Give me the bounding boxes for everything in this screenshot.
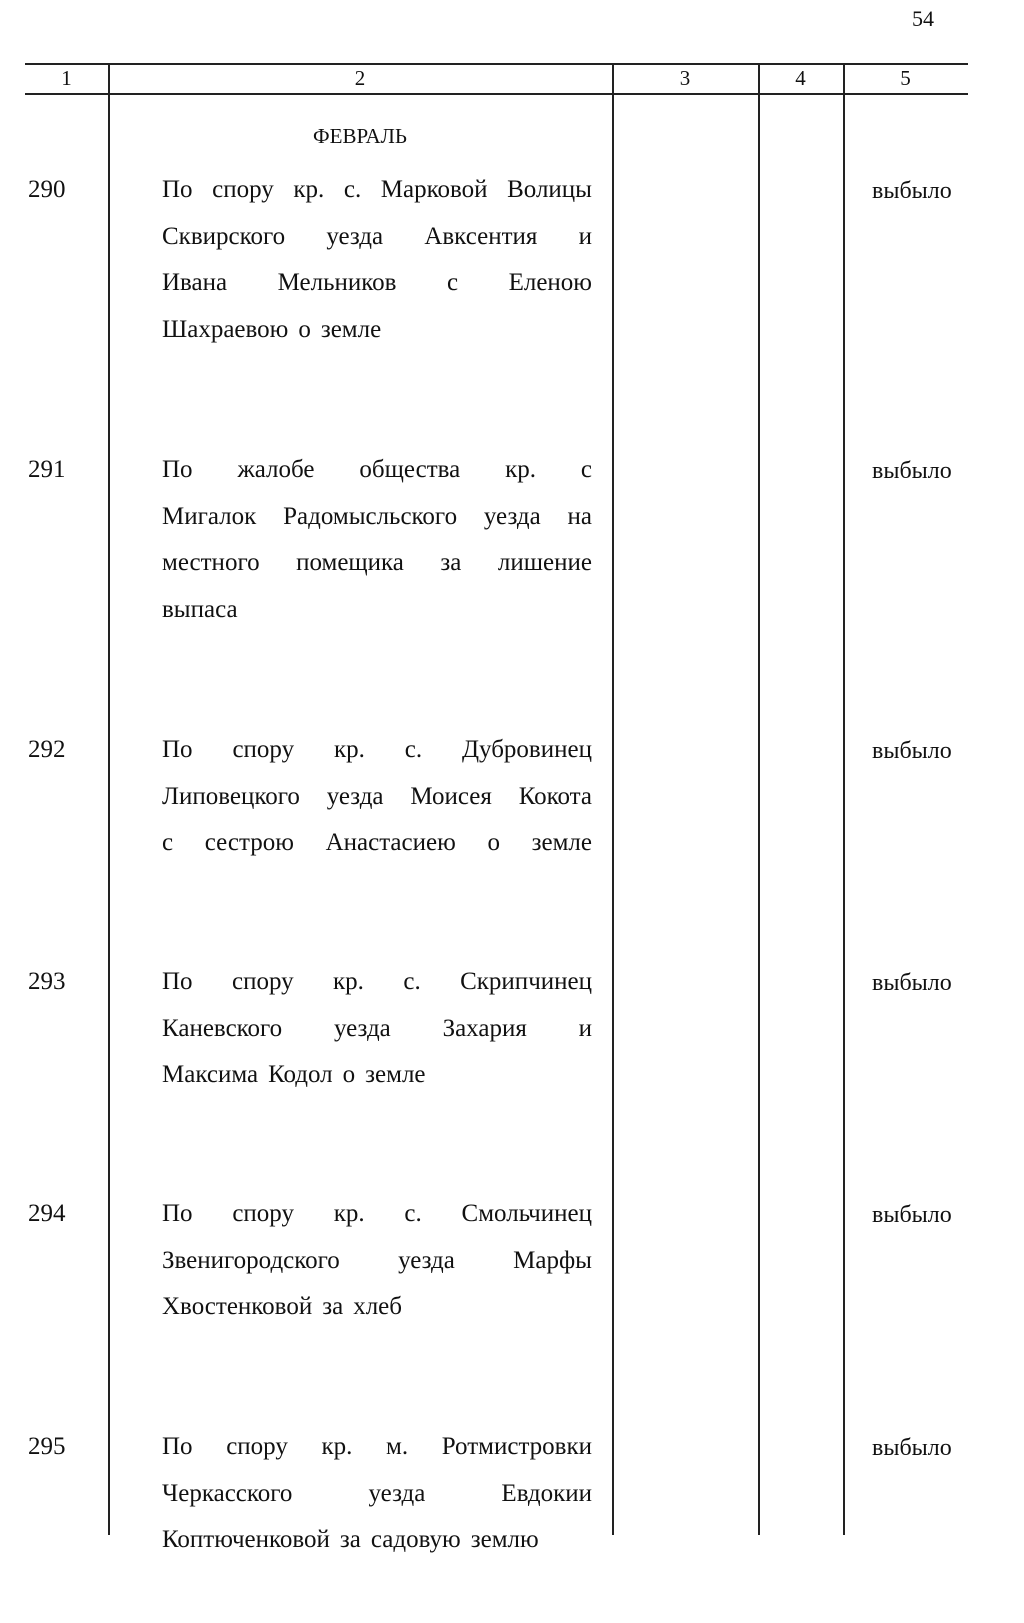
word: с. — [404, 1200, 422, 1227]
entry-description — [162, 968, 592, 1108]
word: кр. — [505, 456, 536, 483]
word: с. — [404, 736, 423, 763]
word: кр. — [321, 1433, 353, 1460]
word: землю — [470, 1526, 539, 1553]
table-top-rule — [25, 63, 968, 65]
word: за — [440, 549, 462, 576]
word: Сквирского — [162, 222, 286, 250]
word: Мельников — [277, 269, 397, 296]
word: По — [162, 968, 193, 995]
word: с. — [343, 176, 362, 203]
word: Коптюченковой — [162, 1526, 330, 1553]
word: земле — [531, 829, 592, 856]
word: земле — [320, 315, 382, 343]
entry-description — [162, 176, 592, 362]
word: спору — [212, 176, 274, 203]
word: уезда — [333, 1014, 391, 1042]
word: о — [298, 315, 311, 343]
word: Черкасского — [162, 1479, 293, 1507]
word: местного — [162, 549, 260, 576]
entry-number: 293 — [28, 968, 66, 995]
word: Захария — [442, 1014, 527, 1042]
column-header: 1 — [61, 66, 72, 90]
word: хлеб — [353, 1293, 402, 1320]
word: Радомысльского — [283, 502, 458, 530]
entry-number: 294 — [28, 1200, 66, 1227]
entry-status: выбыло — [872, 178, 952, 204]
word: уезда — [368, 1479, 426, 1507]
description-line — [162, 596, 592, 643]
description-line — [162, 1480, 592, 1527]
column-divider — [108, 63, 110, 1535]
description-line — [162, 223, 592, 270]
word: на — [567, 502, 592, 530]
word: кр. — [333, 1200, 365, 1227]
description-line — [162, 783, 592, 830]
description-line — [162, 1247, 592, 1294]
word: Дубровинец — [461, 736, 592, 763]
entry-description — [162, 1200, 592, 1340]
month-heading: ФЕВРАЛЬ — [313, 124, 407, 148]
word: Ротмистровки — [441, 1433, 592, 1460]
description-line — [162, 1526, 592, 1573]
word: Волицы — [507, 176, 592, 203]
word: Марфы — [513, 1246, 592, 1274]
word: По — [162, 736, 193, 763]
word: помещика — [296, 549, 404, 576]
word: Мигалок — [162, 502, 257, 530]
column-header: 2 — [354, 66, 366, 90]
column-divider — [758, 63, 760, 1535]
word: земле — [365, 1061, 426, 1088]
description-line — [162, 456, 592, 503]
word: с — [580, 456, 592, 483]
word: Ивана — [162, 269, 228, 296]
word: По — [162, 456, 193, 483]
entry-number: 295 — [28, 1433, 66, 1460]
word: спору — [232, 736, 295, 763]
word: спору — [231, 968, 294, 995]
word: лишение — [497, 549, 592, 576]
description-line — [162, 176, 592, 223]
word: Кокота — [518, 782, 592, 810]
word: уезда — [398, 1246, 455, 1274]
word: за — [322, 1293, 344, 1320]
description-line — [162, 1015, 592, 1062]
description-line — [162, 968, 592, 1015]
column-divider — [612, 63, 614, 1535]
word: кр. — [293, 176, 325, 203]
entry-status: выбыло — [872, 1202, 952, 1228]
entry-number: 290 — [28, 176, 66, 203]
word: Каневского — [162, 1014, 283, 1042]
word: спору — [226, 1433, 288, 1460]
word: о — [487, 829, 500, 856]
word: уезда — [326, 222, 384, 250]
entry-number: 291 — [28, 456, 66, 483]
entry-description — [162, 736, 592, 876]
entry-description — [162, 456, 592, 642]
column-header: 4 — [795, 66, 806, 90]
description-line — [162, 736, 592, 783]
word: Скрипчинец — [460, 968, 592, 995]
description-line — [162, 269, 592, 316]
word: уезда — [483, 502, 541, 530]
word: По — [162, 176, 193, 203]
word: общества — [359, 456, 461, 483]
entry-status: выбыло — [872, 458, 952, 484]
entry-status: выбыло — [872, 1435, 952, 1461]
word: и — [578, 222, 592, 250]
word: Авксентия — [424, 222, 538, 250]
word: Шахраевою — [162, 315, 289, 343]
word: кр. — [333, 736, 365, 763]
word: Марковой — [380, 176, 488, 203]
description-line — [162, 1433, 592, 1480]
word: Еленою — [508, 269, 592, 296]
word: сестрою — [204, 829, 294, 856]
description-line — [162, 1061, 592, 1108]
word: жалобе — [237, 456, 315, 483]
column-header: 5 — [900, 66, 911, 90]
word: Моисея — [410, 782, 492, 810]
entry-number: 292 — [28, 736, 66, 763]
entry-description — [162, 1433, 592, 1573]
word: м. — [386, 1433, 409, 1460]
column-divider — [843, 63, 845, 1535]
description-line — [162, 1200, 592, 1247]
word: Звенигородского — [162, 1246, 340, 1274]
description-line — [162, 1293, 592, 1340]
word: Анастасиею — [325, 829, 456, 856]
word: спору — [232, 1200, 294, 1227]
word: уезда — [326, 782, 384, 810]
word: и — [578, 1014, 592, 1042]
description-line — [162, 316, 592, 363]
word: с — [162, 829, 174, 856]
word: Евдокии — [501, 1479, 592, 1507]
word: Смольчинец — [461, 1200, 592, 1227]
word: садовую — [370, 1526, 461, 1553]
word: выпаса — [162, 595, 238, 623]
word: Хвостенковой — [162, 1293, 313, 1320]
word: о — [342, 1061, 356, 1088]
word: По — [162, 1433, 193, 1460]
entry-status: выбыло — [872, 970, 952, 996]
column-header: 3 — [679, 66, 691, 90]
word: за — [339, 1526, 361, 1553]
header-bottom-rule — [25, 93, 968, 95]
word: Максима — [162, 1061, 259, 1088]
word: Кодол — [268, 1061, 333, 1088]
word: кр. — [333, 968, 364, 995]
word: По — [162, 1200, 193, 1227]
page-number: 54 — [912, 6, 934, 31]
description-line — [162, 503, 592, 550]
description-line — [162, 829, 592, 876]
entry-status: выбыло — [872, 738, 952, 764]
word: Липовецкого — [162, 782, 300, 810]
word: с. — [403, 968, 421, 995]
word: с — [446, 269, 459, 296]
description-line — [162, 549, 592, 596]
